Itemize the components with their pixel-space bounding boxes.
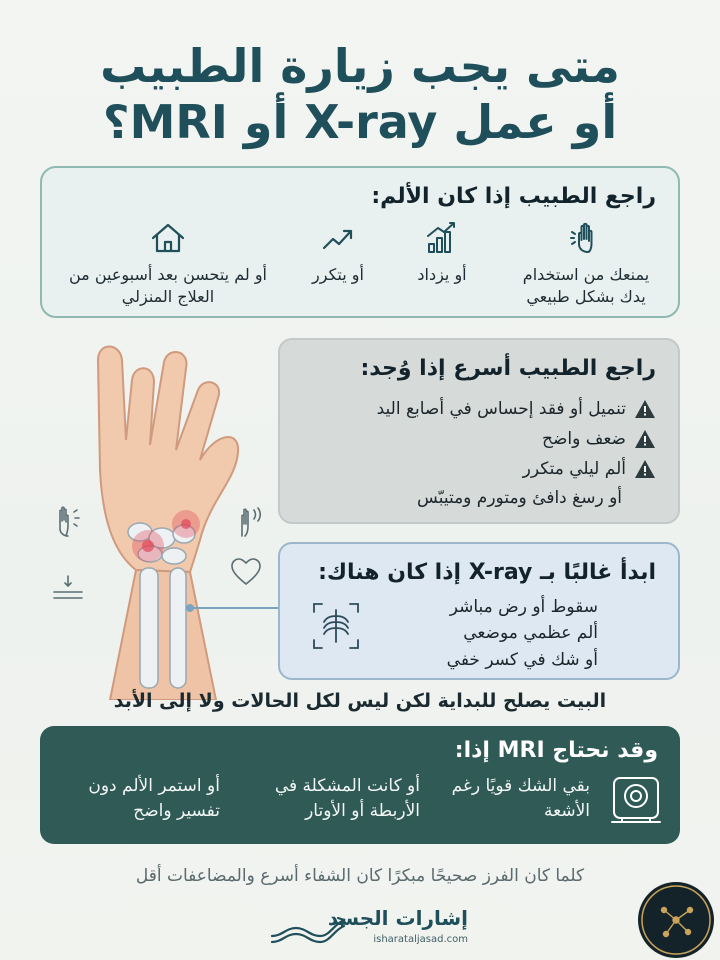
brand-logo[interactable]	[268, 904, 468, 952]
xray-card	[278, 542, 680, 680]
list-item	[377, 454, 656, 484]
chart-bars-icon	[422, 218, 462, 258]
list-item: أو شك في كسر خفي	[446, 649, 598, 670]
urgent-sign-numbness: تنميل أو فقد إحساس في أصابع اليد	[376, 399, 626, 419]
page-title	[40, 38, 680, 150]
brand-name: إشارات الجسد	[327, 906, 468, 930]
warmth-icon	[48, 570, 88, 610]
urgent-signs-heading: راجع الطبيب أسرع إذا وُجد:	[360, 356, 656, 381]
urgent-sign-night-pain: ألم ليلي متكرر	[522, 459, 626, 479]
tingling-hand-icon	[48, 502, 88, 542]
urgent-sign-weakness: ضعف واضح	[542, 429, 626, 449]
pain-criteria-heading: راجع الطبيب إذا كان الألم:	[371, 184, 656, 209]
criterion-no-improvement-text: أو لم يتحسن بعد أسبوعين من العلاج المنزلي	[68, 265, 267, 306]
heart-icon	[226, 552, 266, 592]
xray-chest-icon	[310, 600, 362, 652]
mri-card	[40, 726, 680, 844]
xray-heading: ابدأ غالبًا بـ X-ray إذا كان هناك:	[318, 560, 656, 585]
mri-reason-ligaments: أو كانت المشكلة في الأربطة أو الأوتار	[274, 776, 420, 821]
warning-icon	[634, 399, 656, 419]
urgent-signs-list	[377, 394, 656, 484]
criterion-no-improvement	[58, 218, 278, 307]
warning-icon	[634, 429, 656, 449]
footer-note: كلما كان الفرز صحيحًا مبكرًا كان الشفاء أسرع والمضاعفات أقل	[135, 866, 585, 886]
criterion-increases	[402, 218, 482, 286]
brand-seal-icon	[636, 880, 716, 960]
criterion-limits-use-text: يمنعك من استخدام يدك بشكل طبيعي	[522, 265, 650, 306]
home-icon	[148, 218, 188, 258]
criterion-recurs	[298, 218, 378, 286]
criterion-increases-text: أو يزداد	[417, 265, 467, 284]
criterion-recurs-text: أو يتكرر	[312, 265, 364, 284]
trend-up-icon	[318, 218, 358, 258]
mri-reason-doubt: بقي الشك قويًا رغم الأشعة	[451, 776, 590, 821]
mri-reason-unexplained: أو استمر الألم دون تفسير واضح	[88, 776, 220, 821]
hand-pain-icon	[566, 218, 606, 258]
home-care-note: البيت يصلح للبداية لكن ليس لكل الحالات ولا إلى الأبد	[113, 690, 607, 712]
list-item	[377, 394, 656, 424]
title-line-2: أو عمل X-ray أو MRI؟	[102, 95, 618, 150]
warning-icon	[634, 459, 656, 479]
brand-url[interactable]: isharataljasad.com	[373, 934, 468, 945]
swelling-icon	[228, 502, 268, 542]
urgent-signs-card	[278, 338, 680, 524]
mri-heading: وقد نحتاج MRI إذا:	[454, 738, 658, 763]
criterion-limits-use	[516, 218, 656, 307]
list-item: ألم عظمي موضعي	[463, 623, 598, 644]
pain-criteria-card	[40, 166, 680, 318]
list-item	[377, 424, 656, 454]
urgent-sign-swollen-wrist: أو رسغ دافئ ومتورم ومتيبّس	[417, 488, 622, 508]
list-item: سقوط أو رض مباشر	[449, 597, 598, 617]
xray-reasons-list	[447, 594, 598, 673]
title-line-1: متى يجب زيارة الطبيب	[100, 39, 620, 93]
mri-scanner-icon	[608, 772, 664, 828]
